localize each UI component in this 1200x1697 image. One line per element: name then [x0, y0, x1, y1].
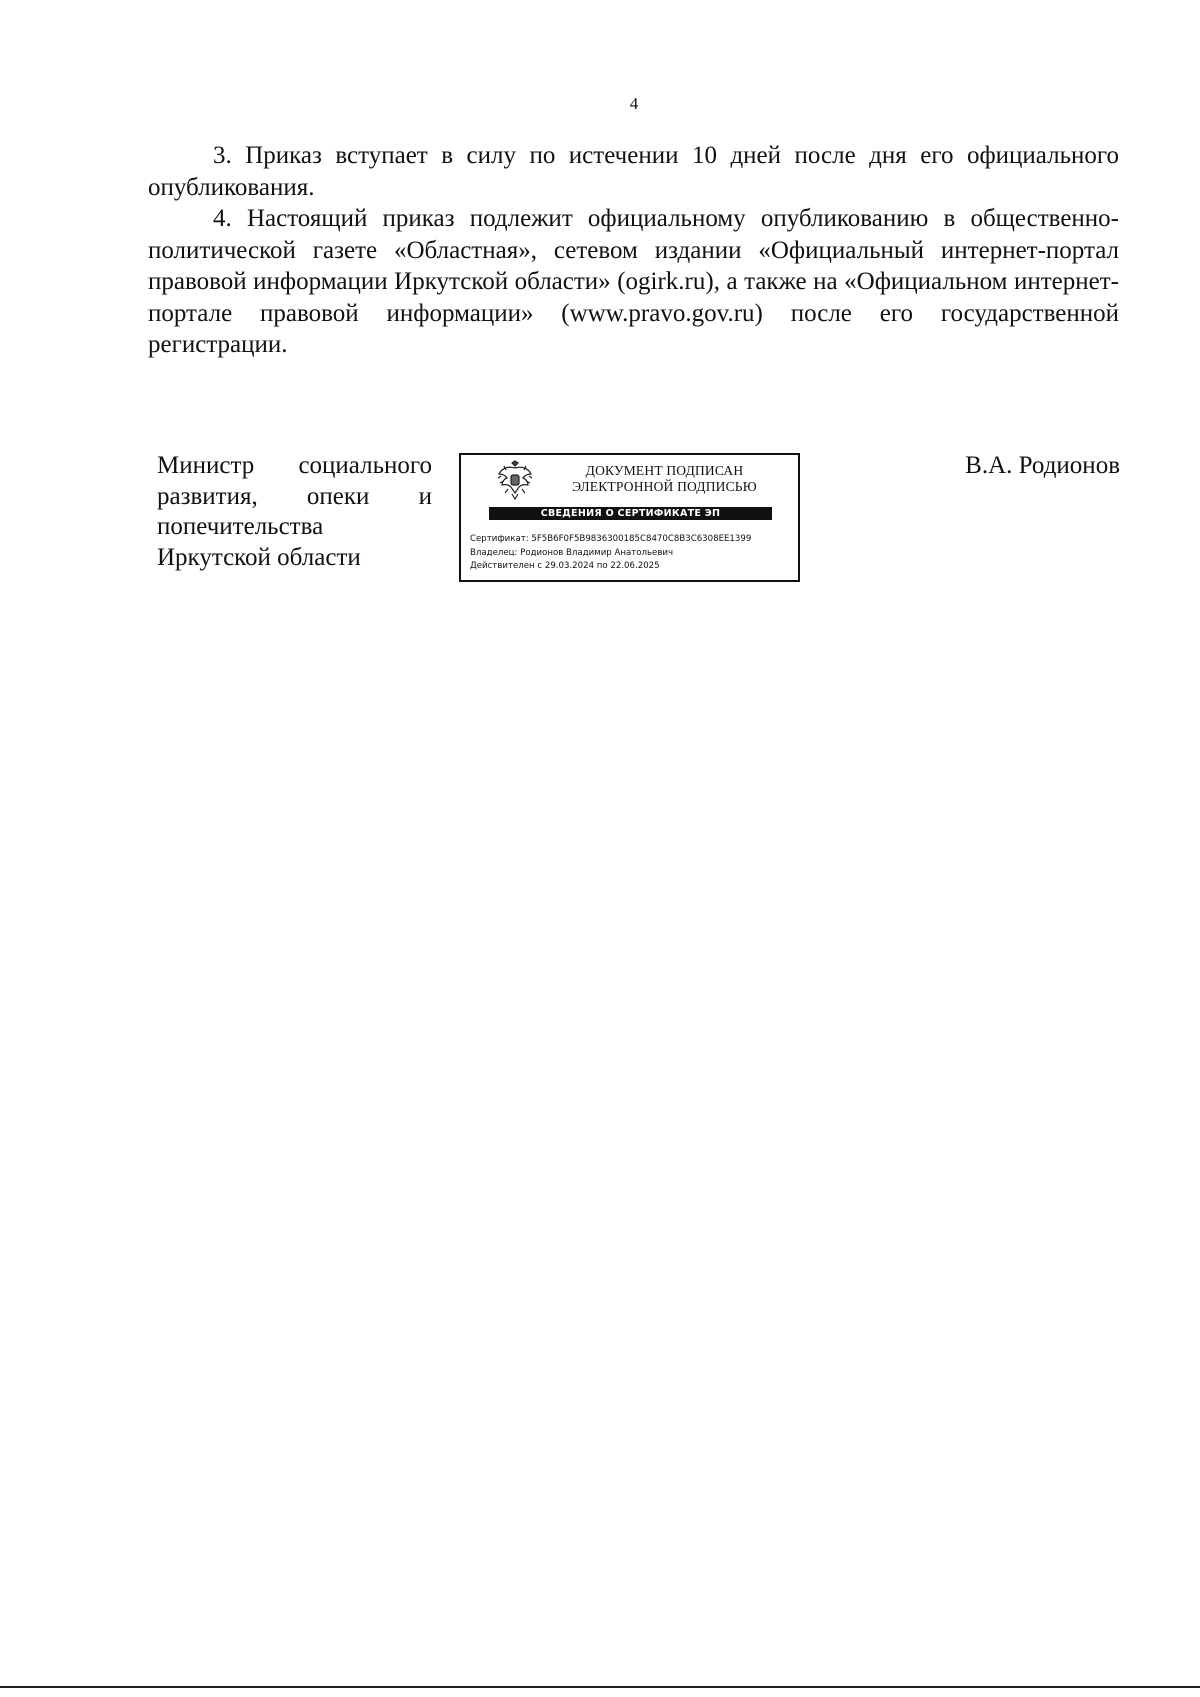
signer-title-line: Министр социального	[157, 452, 432, 479]
stamp-heading-line: ДОКУМЕНТ ПОДПИСАН	[585, 463, 744, 478]
electronic-signature-stamp	[459, 453, 800, 582]
page-number	[0, 94, 1200, 114]
page-bottom-rule	[0, 1686, 1200, 1688]
paragraph-4	[148, 203, 1119, 361]
document-body	[148, 140, 1119, 361]
paragraph-text: Приказ вступает в силу по истечении 10 дней после дня его официального опубликования.	[148, 142, 1119, 201]
certificate-details	[470, 533, 751, 574]
certificate-owner: Владелец: Родионов Владимир Анатольевич	[470, 547, 674, 558]
signer-name: В.А. Родионов	[965, 452, 1120, 479]
page-number-text: 4	[629, 94, 639, 113]
paragraph-number: 3.	[213, 142, 232, 169]
paragraph-3	[148, 140, 1119, 203]
paragraph-number: 4.	[213, 205, 232, 232]
paragraph-text: Настоящий приказ подлежит официальному опубликованию в общественно-политической газете «Областная», сетевом издании «Официальный интернет-портал правовой информации Иркутской области» (ogirk.ru), а также на «Официальном интернет-портале правовой информации» (www.pravo.gov.ru) после его государственной регистрации.	[148, 205, 1120, 358]
russian-coat-of-arms-icon	[496, 460, 534, 500]
signer-title-line: попечительства	[157, 513, 324, 540]
certificate-number: Сертификат: 5F5B6F0F5B9836300185C8470C8B3C6308EE1399	[470, 534, 752, 544]
signer-title-line: Иркутской области	[157, 543, 361, 571]
signer-title	[157, 451, 432, 573]
certificate-info-bar: СВЕДЕНИЯ О СЕРТИФИКАТЕ ЭП	[489, 507, 772, 520]
signature-block	[0, 451, 1200, 591]
signer-title-line: развития, опеки и	[157, 482, 432, 510]
stamp-heading-line: ЭЛЕКТРОННОЙ ПОДПИСЬЮ	[572, 479, 757, 494]
certificate-validity: Действителен с 29.03.2024 по 22.06.2025	[470, 561, 660, 571]
stamp-heading	[541, 463, 788, 495]
